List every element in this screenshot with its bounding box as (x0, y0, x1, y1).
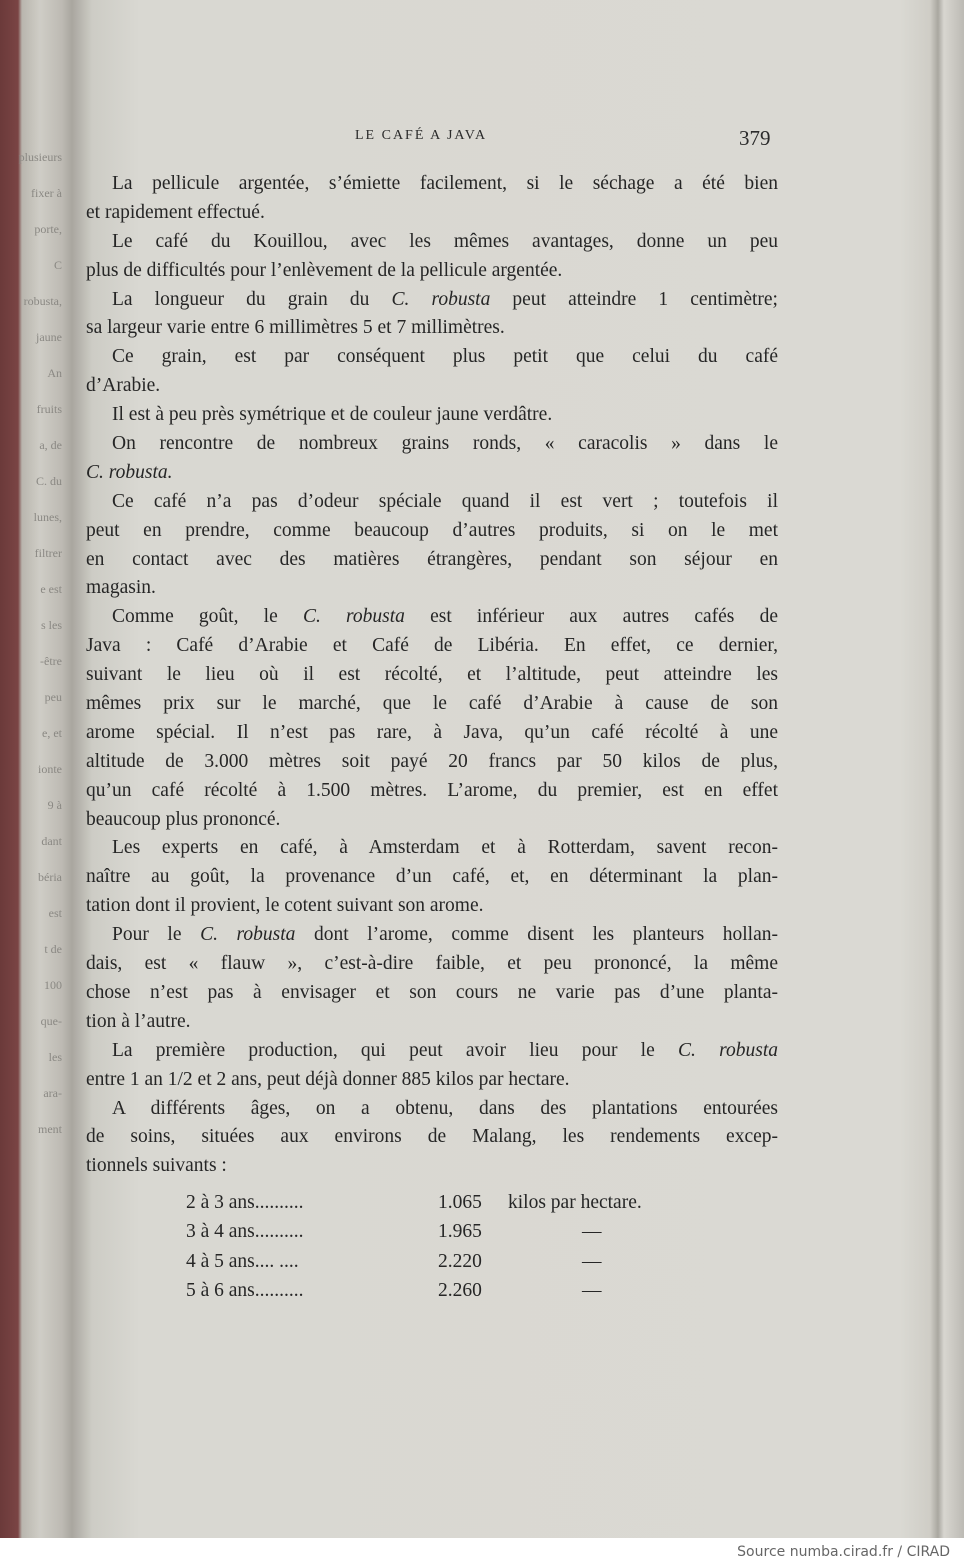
facing-page-fragment: plusieurs (18, 150, 62, 164)
text-run: La pellicule argentée, s’émiette facilement, si le séchage a été bien (112, 173, 778, 194)
text-line (86, 343, 778, 372)
text-line (86, 1037, 778, 1066)
facing-page-fragment: filtrer (34, 546, 62, 560)
text-run: dais, est « flauw », c’est-à-dire faible, et peu prononcé, la même (86, 953, 778, 975)
yield-table (186, 1192, 706, 1309)
italic-species-name: C. robusta (391, 288, 491, 310)
text-line (86, 748, 778, 777)
text-run: La longueur du grain du (112, 288, 392, 310)
facing-page-fragment: jaune (36, 330, 62, 344)
text-line (86, 286, 778, 315)
text-line (86, 488, 778, 517)
facing-page-fragment: est (48, 906, 62, 920)
text-run: Les experts en café, à Amsterdam et à Rotterdam, savent recon- (112, 837, 778, 859)
text-line (86, 719, 778, 748)
text-line (86, 777, 778, 806)
facing-page-fragment: ionte (38, 762, 62, 776)
text-line (86, 834, 778, 863)
age-range: 3 à 4 ans.......... (186, 1221, 304, 1243)
text-line (86, 228, 778, 257)
text-run: d’Arabie. (86, 375, 161, 397)
text-run: peut atteindre 1 centimètre; (490, 288, 778, 310)
table-row (186, 1280, 706, 1309)
yield-unit: — (582, 1279, 602, 1301)
text-run: peut en prendre, comme beaucoup d’autres produits, si on le met (86, 519, 778, 541)
text-line (86, 1066, 778, 1095)
text-line (86, 430, 778, 459)
facing-page-fragment: 100 (44, 978, 62, 992)
text-line (86, 603, 778, 632)
text-run: La première production, qui peut avoir lieu pour le (112, 1039, 678, 1061)
text-run: tionnels suivants : (86, 1155, 227, 1177)
text-run: arome spécial. Il n’est pas rare, à Java, qu’un café récolté à une (86, 721, 778, 743)
age-range: 2 à 3 ans.......... (186, 1192, 304, 1213)
text-run: altitude de 3.000 mètres soit payé 20 francs par 50 kilos de plus, (86, 750, 778, 772)
text-run: qu’un café récolté à 1.500 mètres. L’arome, du premier, est en effet (86, 779, 778, 801)
text-run: Pour le (112, 924, 201, 946)
text-run: est inférieur aux autres cafés de (404, 606, 778, 628)
text-line (86, 517, 778, 546)
page-number: 379 (739, 126, 771, 150)
facing-page-fragment: -être (40, 654, 62, 668)
facing-page-fragment: An (47, 366, 62, 380)
text-line (86, 950, 778, 979)
text-line (86, 199, 778, 228)
text-line (86, 1123, 778, 1152)
facing-page-fragment: ara- (43, 1086, 62, 1100)
facing-page-fragment: que- (40, 1014, 62, 1028)
text-line (86, 314, 778, 343)
text-run: en contact avec des matières étrangères, pendant son séjour en (86, 548, 778, 570)
text-line (86, 257, 778, 286)
text-run: Ce grain, est par conséquent plus petit que celui du café (112, 346, 778, 368)
text-run: On rencontre de nombreux grains ronds, « caracolis » dans le (112, 433, 778, 455)
text-run: Il est à peu près symétrique et de couleur jaune verdâtre. (112, 404, 553, 426)
text-line (86, 661, 778, 690)
text-line (86, 372, 778, 401)
facing-page-fragment: C. du (35, 474, 62, 488)
facing-page-fragment: a, de (39, 438, 62, 452)
text-line (86, 1095, 778, 1124)
facing-page-fragment: fixer à (31, 186, 62, 200)
facing-page-fragment: ment (38, 1122, 62, 1136)
facing-page-fragment: s les (41, 618, 62, 632)
text-run: sa largeur varie entre 6 millimètres 5 et 7 millimètres. (86, 317, 505, 339)
facing-page-fragment: e, et (42, 726, 62, 740)
yield-value: 2.220 (438, 1250, 482, 1272)
body-text (86, 170, 778, 1181)
text-line (86, 459, 778, 488)
text-run: Ce café n’a pas d’odeur spéciale quand il est vert ; toutefois il (112, 490, 778, 512)
text-run: naître au goût, la provenance d’un café, et, en déterminant la plan- (86, 866, 778, 888)
italic-species-name: C. robusta. (86, 461, 173, 483)
text-run: entre 1 an 1/2 et 2 ans, peut déjà donner 885 kilos par hectare. (86, 1068, 570, 1090)
yield-value: 2.260 (438, 1279, 482, 1301)
text-run: magasin. (86, 577, 156, 599)
text-line (86, 1152, 778, 1181)
text-run: Java : Café d’Arabie et Café de Libéria. En effet, ce dernier, (86, 635, 778, 657)
text-line (86, 892, 778, 921)
facing-page-fragment: C (53, 258, 62, 272)
yield-unit: — (582, 1221, 602, 1243)
text-line (86, 921, 778, 950)
facing-page-fragment: dant (41, 834, 62, 848)
running-title: LE CAFÉ A JAVA (355, 128, 488, 143)
facing-page-fragment: 9 à (47, 798, 62, 812)
text-line (86, 690, 778, 719)
italic-species-name: C. robusta (200, 924, 296, 946)
facing-page-fragment: lunes, (33, 510, 62, 524)
yield-unit: — (582, 1250, 602, 1272)
text-run: tion à l’autre. (86, 1010, 191, 1032)
facing-page-edge (0, 0, 66, 1538)
age-range: 4 à 5 ans.... .... (186, 1250, 299, 1272)
text-run: mêmes prix sur le marché, que le café d’Arabie à cause de son (86, 693, 778, 715)
text-line (86, 170, 778, 199)
yield-unit: kilos par hectare. (508, 1192, 642, 1213)
facing-page-fragment: fruits (36, 402, 62, 416)
text-run: A différents âges, on a obtenu, dans des plantations entourées (112, 1097, 778, 1119)
text-line (86, 546, 778, 575)
text-run: tation dont il provient, le cotent suivant son arome. (86, 895, 484, 917)
text-run: plus de difficultés pour l’enlèvement de la pellicule argentée. (86, 259, 563, 281)
yield-value: 1.065 (438, 1192, 482, 1213)
text-run: suivant le lieu où il est récolté, et l’altitude, peut atteindre les (86, 664, 778, 686)
text-run: de soins, situées aux environs de Malang, les rendements excep- (86, 1126, 778, 1148)
facing-page-fragment: les (48, 1050, 62, 1064)
text-line (86, 1008, 778, 1037)
text-run: Comme goût, le (112, 606, 303, 628)
text-line (86, 979, 778, 1008)
source-credit: Source numba.cirad.fr / CIRAD (737, 1544, 950, 1560)
table-row (186, 1251, 706, 1280)
text-run: dont l’arome, comme disent les planteurs hollan- (295, 924, 778, 946)
text-line (86, 632, 778, 661)
yield-value: 1.965 (438, 1221, 482, 1243)
facing-page-fragment: robusta, (23, 294, 62, 308)
facing-page-fragment: béria (38, 870, 62, 884)
facing-page-fragment: t de (44, 942, 62, 956)
facing-page-fragment: peu (44, 690, 62, 704)
italic-species-name: C. robusta (678, 1039, 778, 1061)
table-row (186, 1192, 706, 1221)
facing-page-fragment: porte, (34, 222, 62, 236)
text-run: et rapidement effectué. (86, 201, 265, 223)
facing-page-fragment: e est (40, 582, 62, 596)
italic-species-name: C. robusta (302, 606, 405, 628)
text-line (86, 863, 778, 892)
table-row (186, 1221, 706, 1250)
text-line (86, 574, 778, 603)
text-line (86, 806, 778, 835)
text-line (86, 401, 778, 430)
age-range: 5 à 6 ans.......... (186, 1279, 304, 1301)
text-run: Le café du Kouillou, avec les mêmes avantages, donne un peu (112, 230, 778, 252)
text-run: beaucoup plus prononcé. (86, 808, 281, 830)
text-run: chose n’est pas à envisager et son cours ne varie pas d’une planta- (86, 981, 778, 1003)
